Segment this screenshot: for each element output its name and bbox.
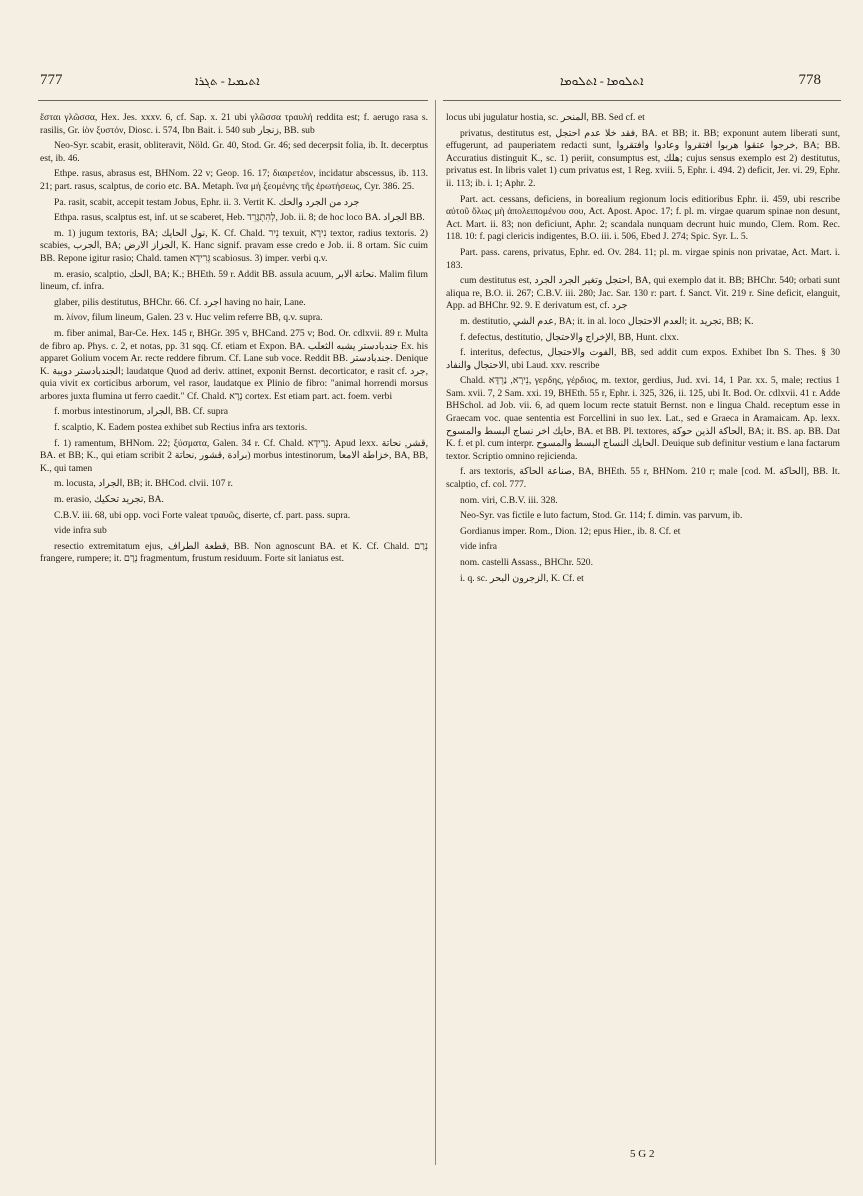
left-header-rule <box>38 100 428 101</box>
signature-mark: 5 G 2 <box>630 1148 655 1160</box>
lexicon-entry: m. λίνον, filum lineum, Galen. 23 v. Huc velim referre BB, q.v. supra. <box>54 312 323 324</box>
lexicon-entry: Part. pass. carens, privatus, Ephr. ed. Ov. 284. 11; pl. m. virgae spinis non privatae, Act. Mart. i. 183. <box>446 246 840 271</box>
lexicon-entry: m. 1) jugum textoris, BA; ﻧﻮﻝ ﺍﻟﺤﺎﻳﻚ, K. Cf. Chald. נֵיר texuit, נִירָא textor, radius textoris. 2) scabies, ﺍﻟﺠﺮﺏ, BA; ﺍﻟﺠﺰﺍﺯ ﺍﻻﺭﺽ, K. Hanc signif. pravam esse credo e Job. ii. 8 ortam. Sic cuim BB. Repone igitur rasio; Chald. tamen גְּרִידָא scabiosus. 3) imper. verbi q.v. <box>40 227 428 264</box>
lexicon-entry: f. scalptio, K. Eadem postea exhibet sub Rectius infra ars textoris. <box>54 422 308 434</box>
lexicon-entry: nom. viri, C.B.V. iii. 328. <box>460 494 558 506</box>
lexicon-entry: Neo-Syr. scabit, erasit, obliteravit, Nöld. Gr. 40, Stod. Gr. 46; sed decerpsit folia, ib. It. decerptus est, ib. 46. <box>40 140 428 164</box>
left-column <box>40 112 428 569</box>
left-running-head: ܐܬܝܡܝܐ - ܬܓܪܐ <box>195 74 260 88</box>
lexicon-entry: locus ubi jugulatur hostia, sc. ﺍﻟﻤﻨﺤﺮ, BB. Sed cf. et <box>446 112 645 123</box>
right-running-head: ܐܬܠܘܡܐ - ܐܬܠܘܡܐ <box>560 74 644 88</box>
lexicon-entry: i. q. sc. ﺍﻟﺰﺟﺮﻭﻥ ﺍﻟﺒﺤﺮ, K. Cf. et <box>460 572 584 584</box>
lexicon-entry: f. morbus intestinorum, ﺍﻟﺠﺮﺍﺩ, BB. Cf. supra <box>54 406 229 418</box>
left-page-number: 777 <box>40 72 63 88</box>
lexicon-entry: ἔσται γλῶσσα, Hex. Jes. xxxv. 6, cf. Sap. x. 21 ubi γλῶσσα τραυλή reddita est; f. aerugo rasa s. rasilis, Gr. ἰὸν ξυστόν, Diosc. i. 574, Ibn Bait. i. 540 sub ﺯﻧﺠﺎﺭ, BB. sub <box>40 112 428 136</box>
lexicon-entry: m. erasio, ﺗﺠﺮﻳﺪ ﺗﺤﻜﻴﻚ, BA. <box>54 494 164 506</box>
lexicon-entry: m. locusta, ﺍﻟﺠﺮﺍﺩ, BB; it. BHCod. clvii. 107 r. <box>54 478 233 490</box>
lexicon-entry: Chald. נֵירָא, נַרְדָּא, γερδης, γέρδιος, m. textor, gerdius, Jud. xvi. 14, 1 Par. xx. 5, male; rectius 1 Sam. xvii. 7, 2 Sam. xxi. 19, BHEth. 55 r, Ephr. i. 325, 326, ii. 125, ubi It. Bod. Or. cdlxvii. 41 r. Adde BHSchol. ad Job. vii. 6, ad quem locum recte statuit Bernst. non e lingua Chald. receptum esse in Graecam voc. quae sententia est Forcellini in suo lex. Lat., sed e Graeca in Aramaicam. Ap. lexx. ﺣﺎﻳﻚ ﺍﺧﺮ ﻧﺴﺎﺝ ﺍﻟﺒﺴﻂ ﻭﺍﻟﻤﺴﻮﺡ, BA. et BB. Pl. textores, ﺍﻟﺤﺎﻛﺔ ﺍﻟﺬﻳﻦ ﺣﻮﻛﺔ, BA; it. BS. ap. BB. Dat K. f. et pl. cum interpr. ﺍﻟﺤﺎﻳﻚ ﺍﻟﻨﺴﺎﺝ ﺍﻟﺒﺴﻂ ﻭﺍﻟﻤﺴﻮﺡ. Deuique sub definitur vestium e lana factarum textor. Scriptio omnino rejicienda. <box>446 375 841 462</box>
lexicon-entry: m. fiber animal, Bar-Ce. Hex. 145 r, BHGr. 395 v, BHCand. 275 v; Bod. Or. cdlxvii. 89 r. Multa de fibro ap. Phys. c. 2, et notas, pp. 31 sqq. Cf. etiam et Expon. BA. ﺟﻨﺪﺑﺎﺩﺳﺘﺮ ﻳﺸﺒﻪ ﺍﻟﺜﻌﻠﺐ Ex. his apparet Golium vocem Ar. recte reddere fibrum. Cf. Lane sub voce. Reddit BB. ﺟﻨﺪﺑﺎﺩﺳﺘﺮ. Denique K. ﺍﻟﺠﻨﺪﺑﺎﺩﺳﺘﺮ ﺩﻭﻳﺒﺔ; laudatque Quod ad deriv. attinet, exponit Bernst. decorticator, e rasit cf. ﺟﺮﺩ, quia vivit ex corticibus arborum, vel rasor, laudatque ex Plinio de fibro: "animal horrendi morsus arbores juxta flumina ut ferro caedit." Cf. Chald. נְרָא cortex. Est etiam part. act. foem. verbi <box>40 327 428 402</box>
lexicon-entry: Gordianus imper. Rom., Dion. 12; epus Hier., ib. 8. Cf. et <box>460 525 681 537</box>
right-header-rule <box>443 100 841 101</box>
lexicon-entry: privatus, destitutus est, ﻓﻘﺪ ﺧﻼ ﻋﺪﻡ ﺍﺣﺘﺠﻞ, BA. et BB; it. BB; exponunt autem liberati sunt, effugerunt, ad pauperiatem redacti sunt, ﺧﺮﺟﻮﺍ ﻋﺘﻘﻮﺍ ﻫﺮﺑﻮﺍ ﺍﻓﺘﻘﺮﻭﺍ ﻭﻋﺎﺩﻭﺍ ﻭﺍﻓﺘﻘﺮﻭﺍ, BA; BB. Accuratius distinguit K., sc. 1) periit, consumptus est, ﻫﻠﻚ; cujus sensus exemplo est 2) destitutus, privatus est. In libris valet 1) cum privatus est, 1 Reg. xviii. 5, Ephr. i. 494. 2) deficit, Jer. vi. 29, Ephr. ii. 113; ib. i. 1; Aphr. 2. <box>446 127 841 189</box>
right-page-number: 778 <box>798 72 821 88</box>
lexicon-entry: f. 1) ramentum, BHNom. 22; ξύσματα, Galen. 34 r. Cf. Chald. נְרִידָא. Apud lexx. ﻗﺸﺮ, ﻧﺤﺎﺗﺔ, BA. et BB; K., qui etiam scribit ﺑﺮﺍﺩﺓ ,ﻗﺸﻮﺭ ,ﻧﺤﺎﺗﺔ 2) morbus intestinorum, ﺧﺰﺍﻃﺔ ﺍﻻﻣﻌﺎ, BA, BB, K., qui tamen <box>40 437 428 474</box>
lexicon-entry: Ethpa. rasus, scalptus est, inf. ut se scaberet, Heb. לְהִתְגָּרֵד, Job. ii. 8; de hoc loco BA. ﺍﻟﺠﺮﺍﺩ BB. <box>54 212 425 224</box>
lexicon-entry: Part. act. cessans, deficiens, in borealium regionum locis editioribus Ephr. ii. 459, ubi rescribe αὐτοῦ ὅλως μὴ ἀπολειπομένου σου, Act. Apost. Apoc. 17; f. pl. m. virgae quarum spinae non desunt, Act. Mart. ii. 83; non deficiunt, Aphr. 2; scandala nunquam decrunt huic mundo, Clem. Rom. Rec. 118. 10: f. pagi clericis indigentes, B.O. iii. i. 506, Ebed J. 274; Spic. Syr. L. 5. <box>446 193 840 243</box>
lexicon-entry: glaber, pilis destitutus, BHChr. 66. Cf. ﺍﺟﺮﺩ having no hair, Lane. <box>54 296 306 308</box>
lexicon-entry: m. erasio, scalptio, ﺍﻟﺤﻚ, BA; K.; BHEth. 59 r. Addit BB. assula acuum, ﻧﺤﺎﺗﺔ ﺍﻻﺑﺮ. Malim filum lineum, cf. infra. <box>40 268 428 293</box>
lexicon-entry: Ethpe. rasus, abrasus est, BHNom. 22 v; Geop. 16. 17; διαιρετέον, incidatur abscessus, ib. 113. 21; part. rasus, scalptus, de corio etc. BA. Metaph. ἵνα μὴ ξεομένης τῆς ἐρωτήσεως, Cyr. 386. 25. <box>40 168 428 192</box>
column-separator <box>435 100 436 1165</box>
lexicon-entry: Pa. rasit, scabit, accepit testam Jobus, Ephr. ii. 3. Vertit K. ﺟﺮﺩ ﻣﻦ ﺍﻟﺠﺮﺩ ﻭﺍﻟﺤﻚ <box>54 196 360 208</box>
lexicon-entry: f. defectus, destitutio, ﺍﻹﺧﺮﺍﺝ ﻭﺍﻻﺣﺘﺠﺎﻝ, BB, Hunt. clxx. <box>460 331 679 343</box>
lexicon-entry: f. interitus, defectus, ﺍﻟﻔﻮﺕ ﻭﺍﻻﺣﺘﺠﺎﻝ, BB, sed addit cum expos. Exhibet Ibn S. Thes. § 30 ﺍﻻﺣﺘﺠﺎﻝ ﻭﺍﻟﻨﻔﺎﺩ, ubi Laud. xxv. rescribe <box>446 347 840 371</box>
lexicon-entry: vide infra <box>460 541 498 553</box>
lexicon-entry: C.B.V. iii. 68, ubi opp. voci Forte valeat τραυῶς, diserte, cf. part. pass. supra. <box>54 509 351 521</box>
lexicon-entry: f. ars textoris, ﺻﻨﺎﻋﺔ ﺍﻟﺤﺎﻛﺔ, BA, BHEth. 55 r, BHNom. 210 r; male [cod. M. ﺍﻟﺤﺎﻛﺔ], BB. It. scalptio, cf. col. 777. <box>446 466 840 491</box>
lexicon-entry: vide infra sub <box>54 525 107 537</box>
lexicon-entry: resectio extremitatum ejus, ﻗﻄﻌﺔ ﺍﻟﻄﺮﺍﻑ, BB. Non agnoscunt BA. et K. Cf. Chald. נְרַם frangere, rumpere; it. נְרָם fragmentum, frustum residuum. Forte sit laniatus est. <box>40 540 428 565</box>
lexicon-entry: cum destitutus est, ﺍﺣﺘﺠﻞ ﻭﺗﻐﻴﺮ ﺍﻟﺠﺮﺩ ﺍﻟﺠﺮﺩ, BA, qui exemplo dat it. BB; BHChr. 540; orbati sunt aliqua re, B.O. ii. 267; C.B.V. iii. 280; Jac. Sar. 130 r: part. f. Sanct. Vit. 219 r. Sine deficit, elanguit, App. ad BHChr. 92. 9. E derivatum est, cf. ﺟﺮﺩ <box>446 275 840 312</box>
right-column <box>446 112 840 588</box>
lexicon-entry: nom. castelli Assass., BHChr. 520. <box>460 557 593 568</box>
lexicon-entry: Neo-Syr. vas fictile e luto factum, Stod. Gr. 114; f. dimin. vas parvum, ib. <box>460 510 743 522</box>
lexicon-entry: m. destitutio, ﻋﺪﻡ ﺍﻟﺸﻲ, BA; it. in al. loco ﺍﻟﻌﺪﻡ ﺍﻻﺣﺘﺠﺎﻝ; it. ﺗﺠﺮﻳﺪ, BB; K. <box>460 315 754 327</box>
